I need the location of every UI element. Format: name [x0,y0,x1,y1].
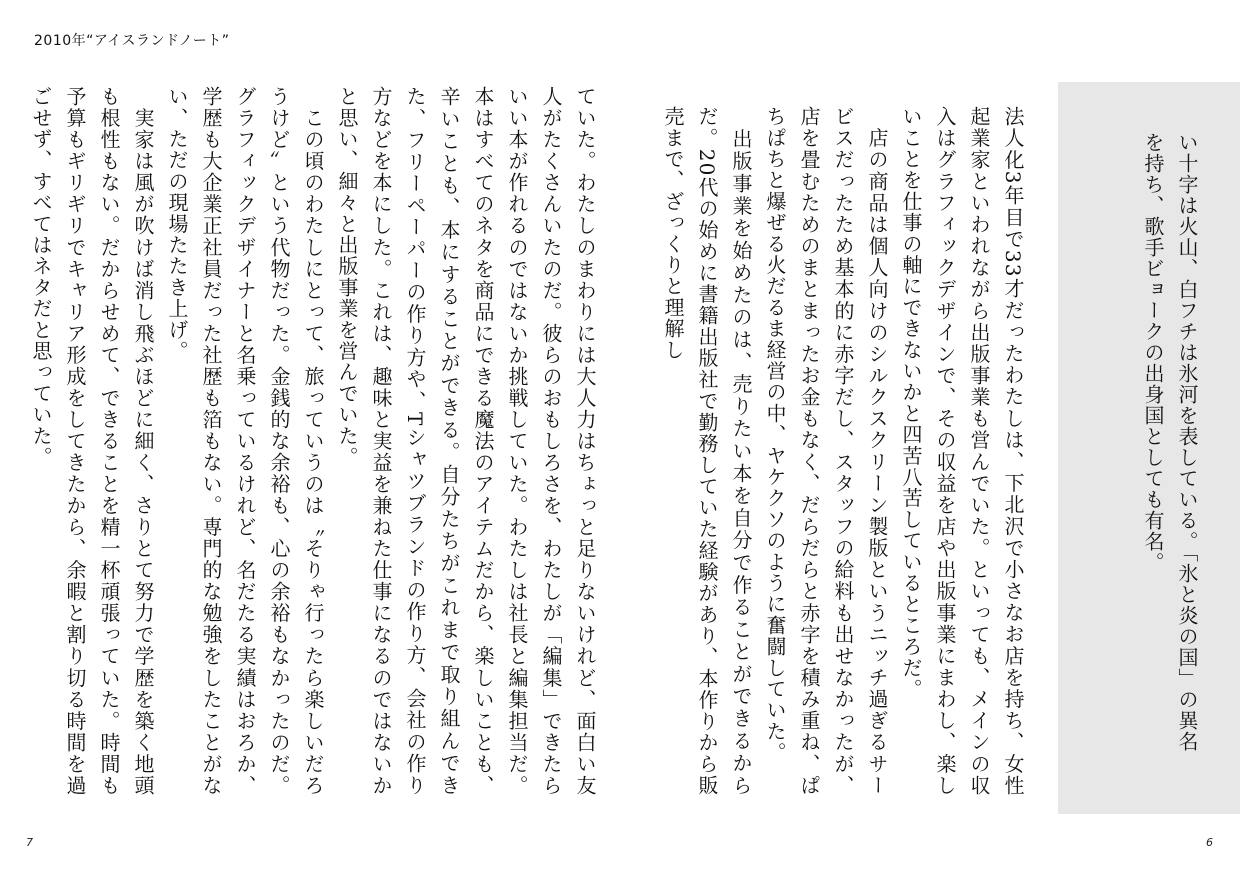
paragraph: 法人化3年目で33才だったわたしは、下北沢で小さなお店を持ち、女性起業家といわれながら出版事業も営んでいた。といっても、メインの収入はグラフィックデザインで、その収益を店や出版事業にまわし、楽しいことを仕事の軸にできないかと四苦八苦しているところだ。 [899,106,1025,796]
paragraph: 出版事業を始めたのは、売りたい本を自分で作ることができるからだ。20代の始めに書籍出版社で勤務していた経験があり、本作りから販売まで、ざっくりと理解し [661,106,753,796]
paragraph: 店の商品は個人向けのシルクスクリーン製版というニッチ過ぎるサービスだったため基本的に赤字だし、スタッフの給料も出せなかったが、店を畳むためのまとまったお金もなく、だらだらと赤字を積み重ね、ぱちぱちと爆ぜる火だるま経営の中、ヤケクソのように奮闘していた。 [763,106,889,796]
paragraph: この頃のわたしにとって、旅っていうのは〝そりゃ行ったら楽しいだろうけど〟という代物だった。金銭的な余裕も、心の余裕もなかったのだ。グラフィックデザイナーと名乗っているけれど、名だたる実績はおろか、学歴も大企業正社員だった社歴も箔もない。専門的な勉強をしたことがない、ただの現場たたき上げ。 [165,86,325,796]
sidebar-caption [1134,132,1204,772]
running-header: 2010年“アイスランドノート” [34,33,230,49]
sidebar-caption-text: い十字は火山、白フチは氷河を表している。「氷と炎の国」の異名を持ち、歌手ビョークの出身国としても有名。 [1141,132,1199,752]
paragraph: ていた。わたしのまわりには大人力はちょっと足りないけれど、面白い友人がたくさんいたのだ。彼らのおもしろさを、わたしが「編集」できたらいい本が作れるのではないか挑戦していた。わたしは社長と編集担当だ。本はすべてのネタを商品にできる魔法のアイテムだから、楽しいことも、辛いことも、本にすることができる。自分たちがこれまで取り組んできた、フリーペーパーの作り方や、Tシャツブランドの作り方、会社の作り方などを本にした。これは、趣味と実益を兼ねた仕事になるのではないかと思い、細々と出版事業を営んでいた。 [335,86,597,796]
paragraph: 実家は風が吹けば消し飛ぶほどに細く、さりとて努力で学歴を築く地頭も根性もない。だからせめて、できることを精一杯頑張っていた。時間も予算もギリギリでキャリア形成をしてきたから、余暇と割り切る時間を過ごせず、すべてはネタだと思っていた。 [29,86,155,796]
page-number-left: 7 [26,836,33,849]
right-page-body [650,106,1030,796]
left-page-body [29,86,602,796]
page-number-right: 6 [1206,836,1213,849]
